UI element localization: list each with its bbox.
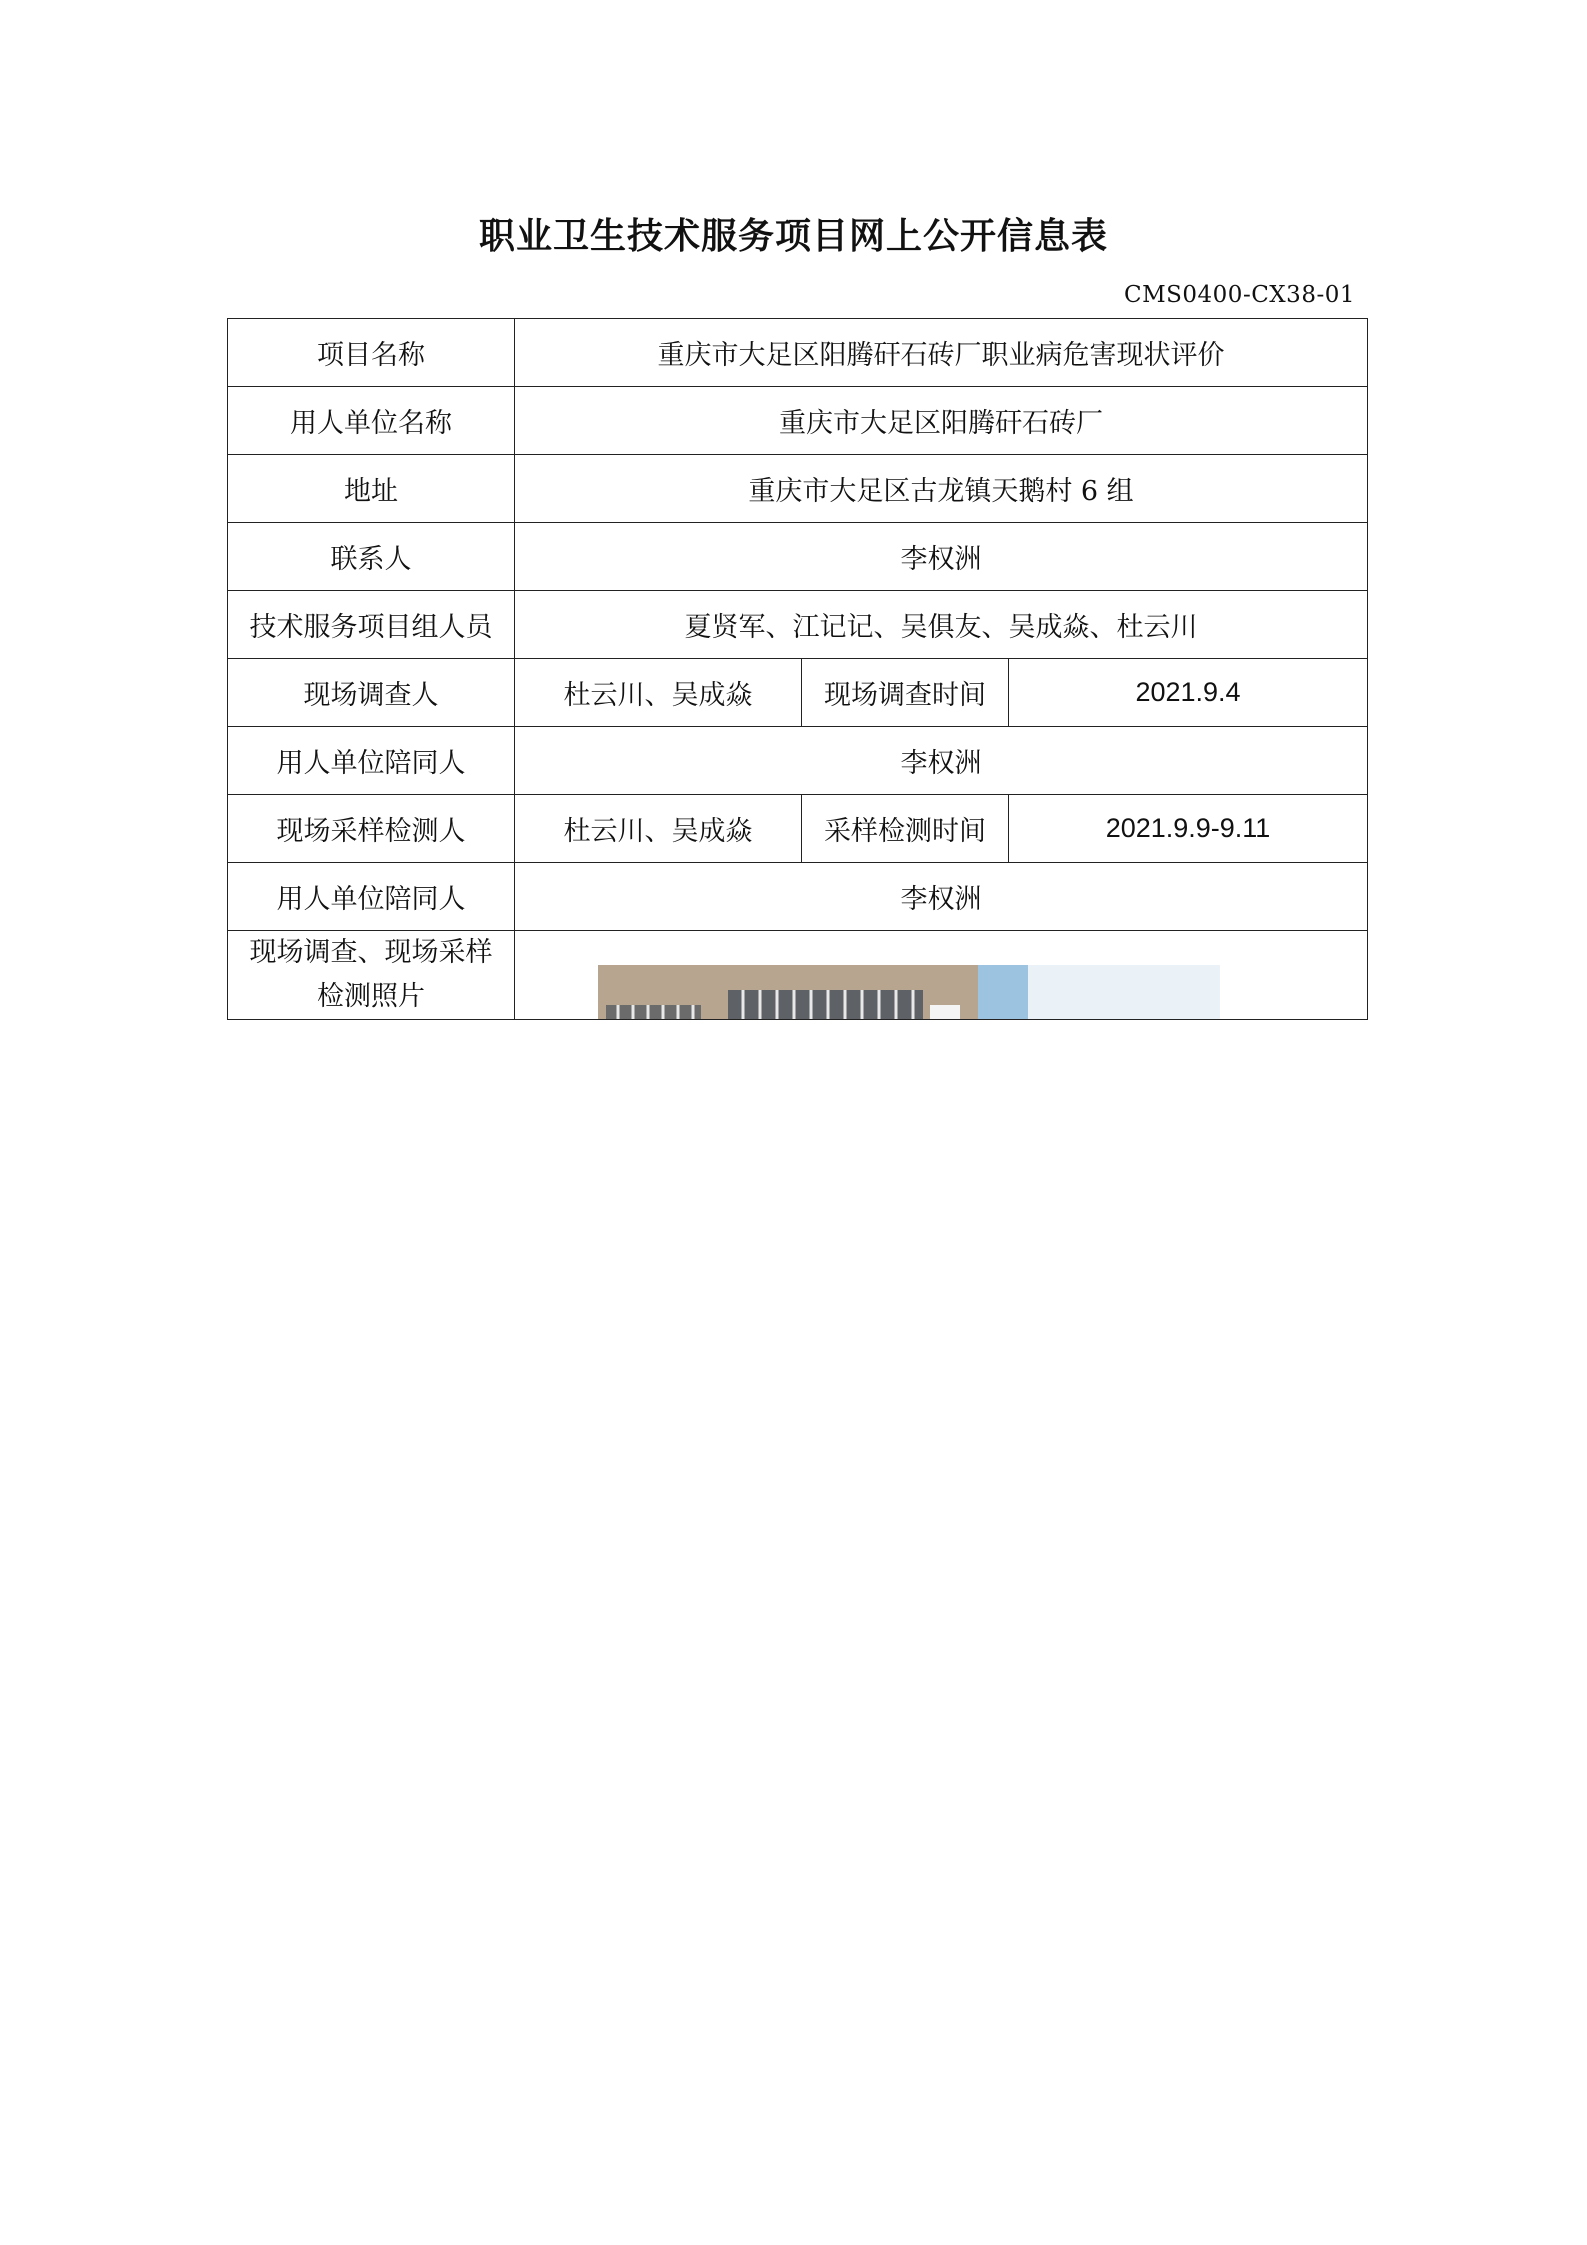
value-survey-escort: 李权洲 — [515, 727, 1368, 795]
row-employer — [228, 387, 1368, 455]
label-project-name: 项目名称 — [228, 319, 515, 387]
row-contact — [228, 523, 1368, 591]
info-table — [227, 318, 1368, 1020]
label-address: 地址 — [228, 455, 515, 523]
site-building-illustration — [598, 965, 1220, 1020]
value-team: 夏贤军、江记记、吴俱友、吴成焱、杜云川 — [515, 591, 1368, 659]
value-contact: 李权洲 — [515, 523, 1368, 591]
row-photos — [228, 931, 1368, 1020]
value-sampling-time: 2021.9.9-9.11 — [1009, 795, 1368, 863]
label-sampling-time: 采样检测时间 — [802, 795, 1009, 863]
row-sampling-escort — [228, 863, 1368, 931]
value-sampling-escort: 李权洲 — [515, 863, 1368, 931]
row-survey-escort — [228, 727, 1368, 795]
value-address: 重庆市大足区古龙镇天鹅村 6 组 — [515, 455, 1368, 523]
value-sampling: 杜云川、吴成焱 — [515, 795, 802, 863]
document-title: 职业卫生技术服务项目网上公开信息表 — [478, 215, 1108, 257]
label-sampling: 现场采样检测人 — [228, 795, 515, 863]
value-survey-time: 2021.9.4 — [1009, 659, 1368, 727]
row-sampling — [228, 795, 1368, 863]
site-building-photo — [598, 965, 1220, 1020]
label-contact: 联系人 — [228, 523, 515, 591]
row-survey — [228, 659, 1368, 727]
row-project-name — [228, 319, 1368, 387]
value-employer: 重庆市大足区阳腾矸石砖厂 — [515, 387, 1368, 455]
label-team: 技术服务项目组人员 — [228, 591, 515, 659]
value-survey: 杜云川、吴成焱 — [515, 659, 802, 727]
label-sampling-escort: 用人单位陪同人 — [228, 863, 515, 931]
label-survey-time: 现场调查时间 — [802, 659, 1009, 727]
label-photos-line1: 现场调查、现场采样 — [249, 937, 493, 968]
document-code: CMS0400-CX38-01 — [1124, 282, 1355, 308]
photos-cell — [515, 931, 1368, 1020]
label-photos — [228, 931, 515, 1020]
label-survey: 现场调查人 — [228, 659, 515, 727]
value-project-name: 重庆市大足区阳腾矸石砖厂职业病危害现状评价 — [515, 319, 1368, 387]
label-survey-escort: 用人单位陪同人 — [228, 727, 515, 795]
row-team — [228, 591, 1368, 659]
label-photos-line2: 检测照片 — [317, 981, 425, 1012]
row-address — [228, 455, 1368, 523]
label-employer: 用人单位名称 — [228, 387, 515, 455]
